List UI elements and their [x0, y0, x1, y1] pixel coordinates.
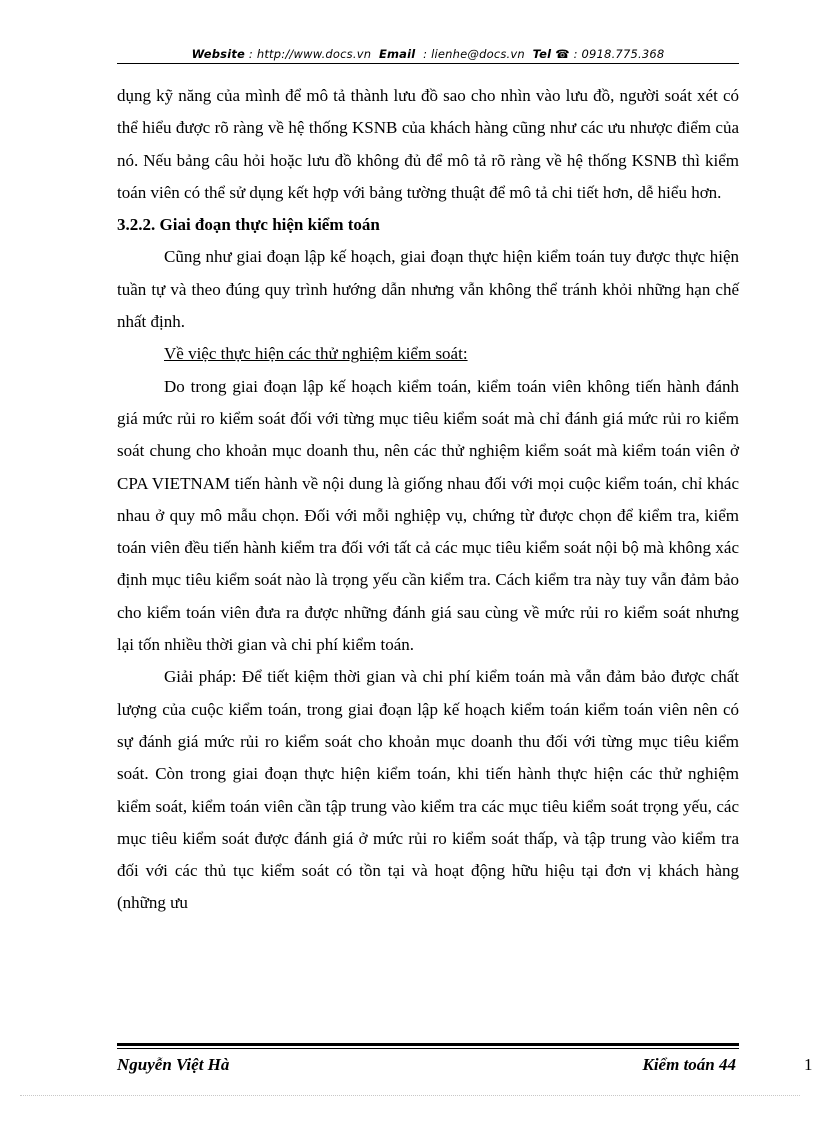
email-label: Email [378, 47, 416, 61]
paragraph-3: Do trong giai đoạn lập kế hoạch kiểm toán, kiểm toán viên không tiến hành đánh giá mức rủi ro kiểm soát đối với từng mục tiêu kiểm soát mà chỉ đánh giá mức rủi ro kiểm soát chung cho khoản mục doanh thu, nên các thử nghiệm kiểm soát mà kiểm toán viên ở CPA VIETNAM tiến hành về nội dung là giống nhau đối với mọi cuộc kiểm toán, chỉ khác nhau ở quy mô mẫu chọn. Đối với mỗi nghiệp vụ, chứng từ được chọn để kiểm tra, kiểm toán viên đều tiến hành kiểm tra đối với tất cả các mục tiêu kiểm soát nội bộ mà không xác định mục tiêu kiểm soát nào là trọng yếu cần kiểm tra. Cách kiểm tra này tuy vẫn đảm bảo cho kiểm toán viên đưa ra được những đánh giá sau cùng về mức rủi ro kiểm soát nhưng lại tốn nhiều thời gian và chi phí kiểm toán. [117, 376, 739, 655]
footer-author: Nguyễn Việt Hà [117, 1055, 230, 1074]
paragraph-4: Giải pháp: Để tiết kiệm thời gian và chi phí kiểm toán mà vẫn đảm bảo được chất lượng của cuộc kiểm toán, trong giai đoạn lập kế hoạch kiểm toán kiểm toán viên nên có sự đánh giá mức rủi ro kiểm soát cho khoản mục doanh thu đối với từng mục tiêu kiểm soát. Còn trong giai đoạn thực hiện kiểm toán, khi tiến hành thực hiện các thử nghiệm kiểm soát, kiểm toán viên cần tập trung vào kiểm tra các mục tiêu kiểm soát trọng yếu, các mục tiêu kiểm soát được đánh giá ở mức rủi ro kiểm soát thấp, và tập trung vào kiểm tra đối với các thủ tục kiểm soát có tồn tại và hoạt động hữu hiệu tại đơn vị khách hàng (những ưu [117, 667, 739, 913]
footer-rule-thin [117, 1048, 739, 1049]
email-value: : lienhe@docs.vn [423, 47, 525, 61]
page-number: 1 [804, 1055, 813, 1074]
paragraph-1: dụng kỹ năng của mình để mô tả thành lưu đồ sao cho nhìn vào lưu đồ, người soát xét có thể hiểu được rõ ràng về hệ thống KSNB của khách hàng cũng như các ưu nhược điểm của nó. Nếu bảng câu hỏi hoặc lưu đồ không đủ để mô tả rõ ràng về hệ thống KSNB thì kiểm toán viên có thể sử dụng kết hợp với bảng tường thuật để mô tả chi tiết hơn, dễ hiểu hơn. [117, 86, 739, 202]
website-label: Website [191, 47, 246, 61]
subheading [117, 338, 739, 370]
page-header [117, 47, 739, 64]
section-heading: 3.2.2. Giai đoạn thực hiện kiểm toán [117, 215, 380, 235]
subheading-text: Về việc thực hiện các thử nghiệm kiểm soát: [164, 344, 468, 364]
footer-rule-thick [117, 1043, 739, 1046]
tel-value: : 0918.775.368 [573, 47, 665, 61]
paragraph-2: Cũng như giai đoạn lập kế hoạch, giai đoạn thực hiện kiểm toán tuy được thực hiện tuần tự và theo đúng quy trình hướng dẫn nhưng vẫn không thể tránh khỏi những hạn chế nhất định. [117, 247, 739, 332]
document-body [117, 80, 739, 920]
footer-class: Kiểm toán 44 [642, 1055, 736, 1074]
page-bottom-divider [20, 1095, 800, 1096]
website-value: : http://www.docs.vn [248, 47, 372, 61]
phone-icon: ☎ [555, 47, 570, 61]
tel-label: Tel [532, 47, 552, 61]
